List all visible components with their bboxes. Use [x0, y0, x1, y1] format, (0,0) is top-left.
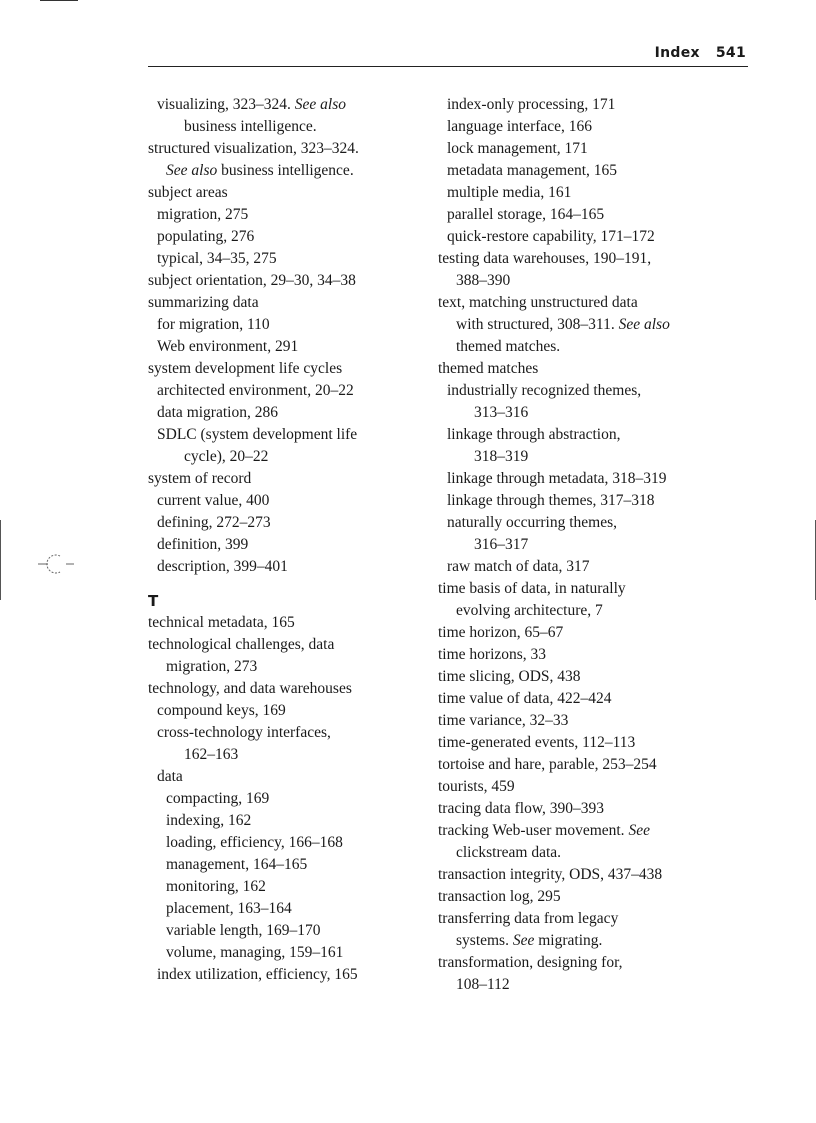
entry-text: typical, 34–35, 275 [157, 250, 277, 267]
entry-text: structured visualization, 323–324. [148, 140, 359, 157]
entry-text: 316–317 [474, 536, 529, 553]
index-subentry [438, 380, 738, 402]
index-subentry [148, 700, 418, 722]
index-entry [148, 634, 418, 656]
entry-text: summarizing data [148, 294, 259, 311]
entry-text: parallel storage, 164–165 [447, 206, 605, 223]
index-subentry [148, 810, 418, 832]
index-entry [438, 732, 738, 754]
index-subentry [148, 876, 418, 898]
entry-text: tortoise and hare, parable, 253–254 [438, 756, 657, 773]
index-entry [438, 292, 738, 314]
entry-text: cross-technology interfaces, [157, 724, 331, 741]
index-entry [438, 710, 738, 732]
index-entry [148, 270, 418, 292]
index-subentry [148, 204, 418, 226]
index-entry-continuation [438, 314, 738, 336]
index-entry [148, 678, 418, 700]
index-subentry [148, 424, 418, 446]
entry-text: time slicing, ODS, 438 [438, 668, 581, 685]
entry-text: linkage through metadata, 318–319 [447, 470, 667, 487]
index-column-left [148, 94, 418, 986]
entry-text: 388–390 [456, 272, 511, 289]
entry-text: time basis of data, in naturally [438, 580, 626, 597]
entry-text: lock management, 171 [447, 140, 588, 157]
entry-text: technology, and data warehouses [148, 680, 352, 697]
index-subentry [148, 336, 418, 358]
entry-text: subject orientation, 29–30, 34–38 [148, 272, 356, 289]
entry-text: compacting, 169 [166, 790, 270, 807]
index-entry [438, 358, 738, 380]
entry-text: system of record [148, 470, 252, 487]
section-letter-heading [148, 590, 418, 612]
index-entry [438, 688, 738, 710]
index-subentry [438, 204, 738, 226]
entry-text: compound keys, 169 [157, 702, 286, 719]
index-subentry [148, 402, 418, 424]
running-header [148, 44, 748, 67]
index-subentry [438, 468, 738, 490]
entry-text: transferring data from legacy [438, 910, 619, 927]
index-entry [438, 820, 738, 842]
index-subentry [438, 512, 738, 534]
index-subentry [148, 832, 418, 854]
entry-text: technological challenges, data [148, 636, 335, 653]
cross-reference: See also [294, 96, 347, 113]
index-entry-continuation [148, 744, 418, 766]
entry-text: with structured, 308–311. [456, 316, 619, 333]
index-entry [148, 358, 418, 380]
index-subentry [148, 556, 418, 578]
entry-text: clickstream data. [456, 844, 562, 861]
entry-text: T [148, 592, 159, 610]
entry-text: data [157, 768, 183, 785]
index-entry-continuation [438, 842, 738, 864]
index-subentry [438, 94, 738, 116]
entry-text: variable length, 169–170 [166, 922, 321, 939]
index-subentry [148, 534, 418, 556]
index-entry-continuation [438, 446, 738, 468]
index-entry [148, 468, 418, 490]
entry-text: 162–163 [184, 746, 239, 763]
header-text [655, 45, 746, 61]
index-subentry [148, 920, 418, 942]
index-entry-continuation [438, 974, 738, 996]
index-entry-continuation [148, 160, 418, 182]
index-subentry [148, 512, 418, 534]
index-entry [438, 622, 738, 644]
entry-text: technical metadata, 165 [148, 614, 295, 631]
index-entry [148, 138, 418, 160]
entry-text: Web environment, 291 [157, 338, 299, 355]
entry-text: for migration, 110 [157, 316, 270, 333]
index-entry-continuation [148, 656, 418, 678]
index-subentry [148, 226, 418, 248]
header-page-number: 541 [715, 45, 746, 61]
entry-text: tracing data flow, 390–393 [438, 800, 605, 817]
entry-text: transformation, designing for, [438, 954, 623, 971]
entry-text: transaction integrity, ODS, 437–438 [438, 866, 663, 883]
index-entry-continuation [438, 600, 738, 622]
index-subentry [148, 314, 418, 336]
entry-text: architected environment, 20–22 [157, 382, 354, 399]
entry-text: multiple media, 161 [447, 184, 572, 201]
entry-text: management, 164–165 [166, 856, 308, 873]
entry-text: text, matching unstructured data [438, 294, 638, 311]
entry-text: time horizon, 65–67 [438, 624, 564, 641]
index-entry-continuation [438, 402, 738, 424]
entry-text: monitoring, 162 [166, 878, 266, 895]
entry-text: placement, 163–164 [166, 900, 292, 917]
entry-text: loading, efficiency, 166–168 [166, 834, 343, 851]
entry-text: data migration, 286 [157, 404, 278, 421]
entry-text: metadata management, 165 [447, 162, 618, 179]
index-subentry [438, 556, 738, 578]
index-entry-continuation [438, 534, 738, 556]
index-subentry [438, 490, 738, 512]
entry-text: time variance, 32–33 [438, 712, 569, 729]
cross-reference: See also [618, 316, 670, 333]
entry-text: linkage through themes, 317–318 [447, 492, 655, 509]
entry-text: defining, 272–273 [157, 514, 271, 531]
entry-text: system development life cycles [148, 360, 343, 377]
registration-mark-icon [36, 552, 76, 576]
index-subentry [148, 94, 418, 116]
index-entry-continuation [148, 116, 418, 138]
entry-text: time-generated events, 112–113 [438, 734, 636, 751]
index-subentry [148, 722, 418, 744]
entry-text: themed matches. [456, 338, 561, 355]
index-entry [438, 886, 738, 908]
index-entry [438, 666, 738, 688]
entry-text: visualizing, 323–324. [157, 96, 295, 113]
entry-text: themed matches [438, 360, 539, 377]
index-subentry [148, 898, 418, 920]
index-entry [148, 292, 418, 314]
entry-text: business intelligence. [184, 118, 317, 135]
index-subentry [148, 380, 418, 402]
index-subentry [438, 160, 738, 182]
index-entry-continuation [148, 446, 418, 468]
entry-text: tourists, 459 [438, 778, 515, 795]
index-entry [438, 248, 738, 270]
index-entry [438, 754, 738, 776]
index-entry [148, 612, 418, 634]
entry-text: quick-restore capability, 171–172 [447, 228, 655, 245]
entry-text: definition, 399 [157, 536, 249, 553]
entry-text: indexing, 162 [166, 812, 252, 829]
entry-text: volume, managing, 159–161 [166, 944, 344, 961]
entry-text: current value, 400 [157, 492, 270, 509]
index-subentry [148, 788, 418, 810]
index-entry [148, 182, 418, 204]
entry-text: migration, 275 [157, 206, 249, 223]
index-subentry [438, 138, 738, 160]
index-subentry [438, 182, 738, 204]
index-entry [438, 776, 738, 798]
index-entry-continuation [438, 336, 738, 358]
index-entry [438, 952, 738, 974]
entry-text: linkage through abstraction, [447, 426, 621, 443]
entry-text: raw match of data, 317 [447, 558, 590, 575]
index-entry-continuation [438, 930, 738, 952]
index-subentry [148, 248, 418, 270]
index-subentry [148, 490, 418, 512]
index-entry [438, 908, 738, 930]
index-subentry [438, 226, 738, 248]
index-subentry [438, 424, 738, 446]
cross-reference: See also [166, 162, 218, 179]
entry-text: SDLC (system development life [157, 426, 358, 443]
index-subentry [148, 942, 418, 964]
entry-text: language interface, 166 [447, 118, 593, 135]
entry-text: populating, 276 [157, 228, 255, 245]
index-entry [438, 864, 738, 886]
entry-text: index-only processing, 171 [447, 96, 616, 113]
index-subentry [148, 854, 418, 876]
entry-text: business intelligence. [217, 162, 354, 179]
entry-text: migrating. [534, 932, 603, 949]
entry-text: time horizons, 33 [438, 646, 547, 663]
left-margin-mark [0, 520, 1, 600]
entry-text: time value of data, 422–424 [438, 690, 612, 707]
index-subentry [438, 116, 738, 138]
entry-text: 108–112 [456, 976, 510, 993]
entry-text: naturally occurring themes, [447, 514, 618, 531]
entry-text: 313–316 [474, 404, 529, 421]
entry-text: index utilization, efficiency, 165 [157, 966, 358, 983]
entry-text: subject areas [148, 184, 228, 201]
index-entry [438, 644, 738, 666]
entry-text: transaction log, 295 [438, 888, 561, 905]
index-subentry [148, 964, 418, 986]
entry-text: migration, 273 [166, 658, 258, 675]
index-entry-continuation [438, 270, 738, 292]
entry-text: cycle), 20–22 [184, 448, 269, 465]
entry-text: description, 399–401 [157, 558, 288, 575]
entry-text: testing data warehouses, 190–191, [438, 250, 652, 267]
top-crop-mark [40, 0, 78, 1]
cross-reference: See [512, 932, 535, 949]
index-entry [438, 798, 738, 820]
entry-text: systems. [456, 932, 513, 949]
entry-text: 318–319 [474, 448, 529, 465]
header-section-title: Index [654, 45, 700, 61]
index-subentry [148, 766, 418, 788]
index-column-right [438, 94, 738, 996]
cross-reference: See [628, 822, 650, 839]
entry-text: tracking Web-user movement. [438, 822, 629, 839]
index-entry [438, 578, 738, 600]
entry-text: industrially recognized themes, [447, 382, 642, 399]
entry-text: evolving architecture, 7 [456, 602, 603, 619]
